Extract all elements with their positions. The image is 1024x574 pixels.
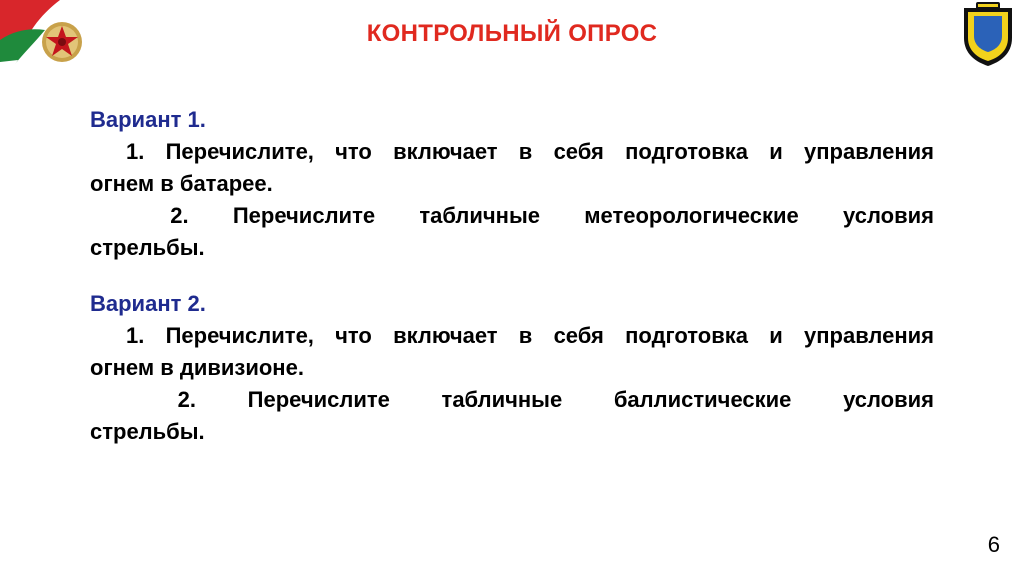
question-text-cont: стрельбы. [90, 235, 205, 260]
word: Перечислите [247, 387, 390, 412]
indent [90, 136, 126, 168]
question-1 [90, 136, 934, 200]
variant-block [90, 288, 934, 448]
word: баллистические [613, 387, 792, 412]
question-1 [90, 320, 934, 384]
word: условия [843, 203, 934, 228]
question-line [90, 200, 934, 232]
question-text: 1. Перечислите, что включает в себя подготовка и управления [126, 139, 934, 164]
word: 2. [177, 387, 197, 412]
indent [90, 200, 126, 232]
indent [90, 384, 126, 416]
quiz-content [90, 104, 934, 448]
word: метеорологические [584, 203, 799, 228]
question-text-cont: стрельбы. [90, 419, 205, 444]
word: Перечислите [232, 203, 376, 228]
page-number: 6 [987, 532, 1000, 557]
question-text-cont: огнем в батарее. [90, 171, 273, 196]
variant-label: Вариант 1. [90, 107, 206, 132]
question-line [90, 320, 934, 352]
variant-block [90, 104, 934, 264]
word: 2. [170, 203, 189, 228]
question-text: 1. Перечислите, что включает в себя подготовка и управления [126, 323, 934, 348]
indent [90, 320, 126, 352]
page-title: КОНТРОЛЬНЫЙ ОПРОС [366, 20, 658, 47]
question-2 [90, 384, 934, 448]
question-line [90, 384, 934, 416]
word: условия [843, 387, 934, 412]
variant-label: Вариант 2. [90, 291, 206, 316]
word: табличные [441, 387, 563, 412]
question-text-cont: огнем в дивизионе. [90, 355, 304, 380]
question-2 [90, 200, 934, 264]
question-line [90, 136, 934, 168]
word: табличные [419, 203, 540, 228]
spacer [90, 264, 934, 288]
